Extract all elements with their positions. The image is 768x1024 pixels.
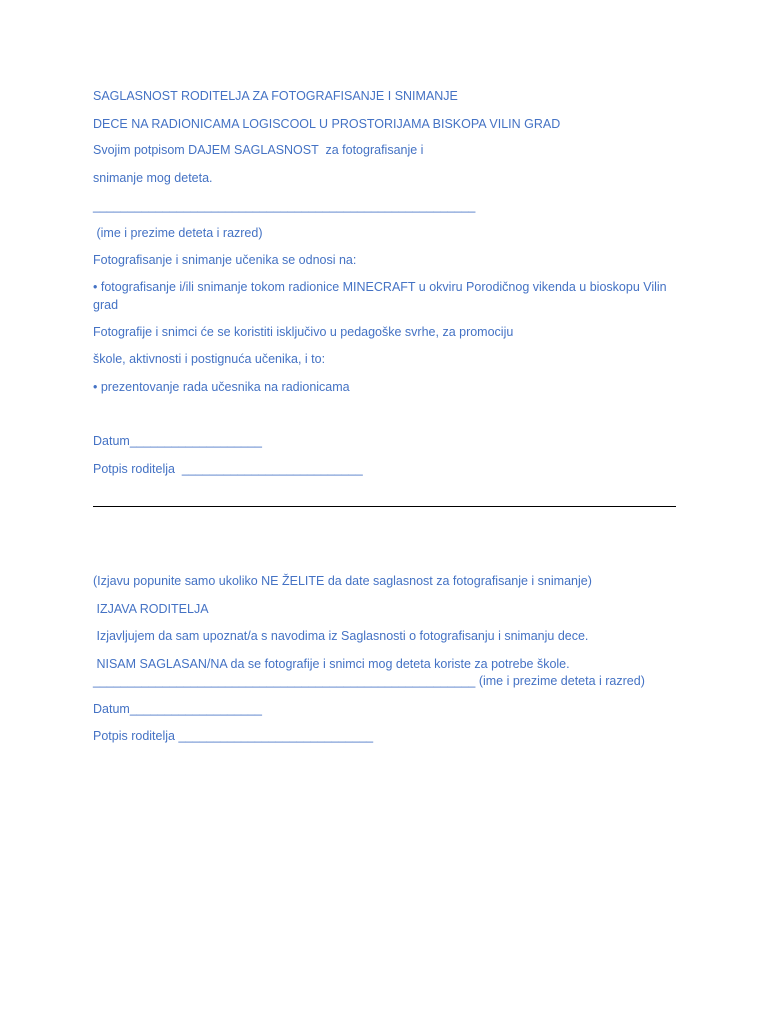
refusal-heading: IZJAVA RODITELJA <box>93 602 209 616</box>
bullet-presentation: • prezentovanje rada učesnika na radionicama <box>93 380 350 394</box>
consent-signature-field[interactable]: Potpis roditelja __________________________ <box>93 462 363 476</box>
consent-statement-line1: Svojim potpisom DAJEM SAGLASNOST za fotografisanje i <box>93 143 424 157</box>
refusal-line: NISAM SAGLASAN/NA da se fotografije i snimci mog deteta koriste za potrebe škole. <box>93 657 570 671</box>
refusal-statement: Izjavljujem da sam upoznat/a s navodima iz Saglasnosti o fotografisanju i snimanju dece. <box>93 629 589 643</box>
section-divider <box>93 506 676 507</box>
refusal-child-name-field[interactable]: _______________________________________________________ (ime i prezime deteta i razred) <box>93 674 645 688</box>
relates-to-heading: Fotografisanje i snimanje učenika se odnosi na: <box>93 253 357 267</box>
consent-title-line2: DECE NA RADIONICAMA LOGISCOOL U PROSTORIJAMA BISKOPA VILIN GRAD <box>93 117 561 131</box>
usage-line2: škole, aktivnosti i postignuća učenika, i to: <box>93 352 326 366</box>
child-name-hint: (ime i prezime deteta i razred) <box>93 226 263 240</box>
child-name-blank[interactable]: _______________________________________________________ <box>93 199 476 213</box>
refusal-signature-field[interactable]: Potpis roditelja ____________________________ <box>93 729 374 743</box>
bullet-minecraft-workshop: • fotografisanje i/ili snimanje tokom radionice MINECRAFT u okviru Porodičnog vikenda u bioskopu Vilin grad <box>93 280 667 312</box>
refusal-note: (Izjavu popunite samo ukoliko NE ŽELITE da date saglasnost za fotografisanje i snimanje) <box>93 574 592 588</box>
consent-statement-line2: snimanje mog deteta. <box>93 171 213 185</box>
consent-title-line1: SAGLASNOST RODITELJA ZA FOTOGRAFISANJE I SNIMANJE <box>93 89 458 103</box>
usage-line1: Fotografije i snimci će se koristiti isključivo u pedagoške svrhe, za promociju <box>93 325 514 339</box>
consent-date-field[interactable]: Datum___________________ <box>93 434 262 448</box>
refusal-date-field[interactable]: Datum___________________ <box>93 702 262 716</box>
